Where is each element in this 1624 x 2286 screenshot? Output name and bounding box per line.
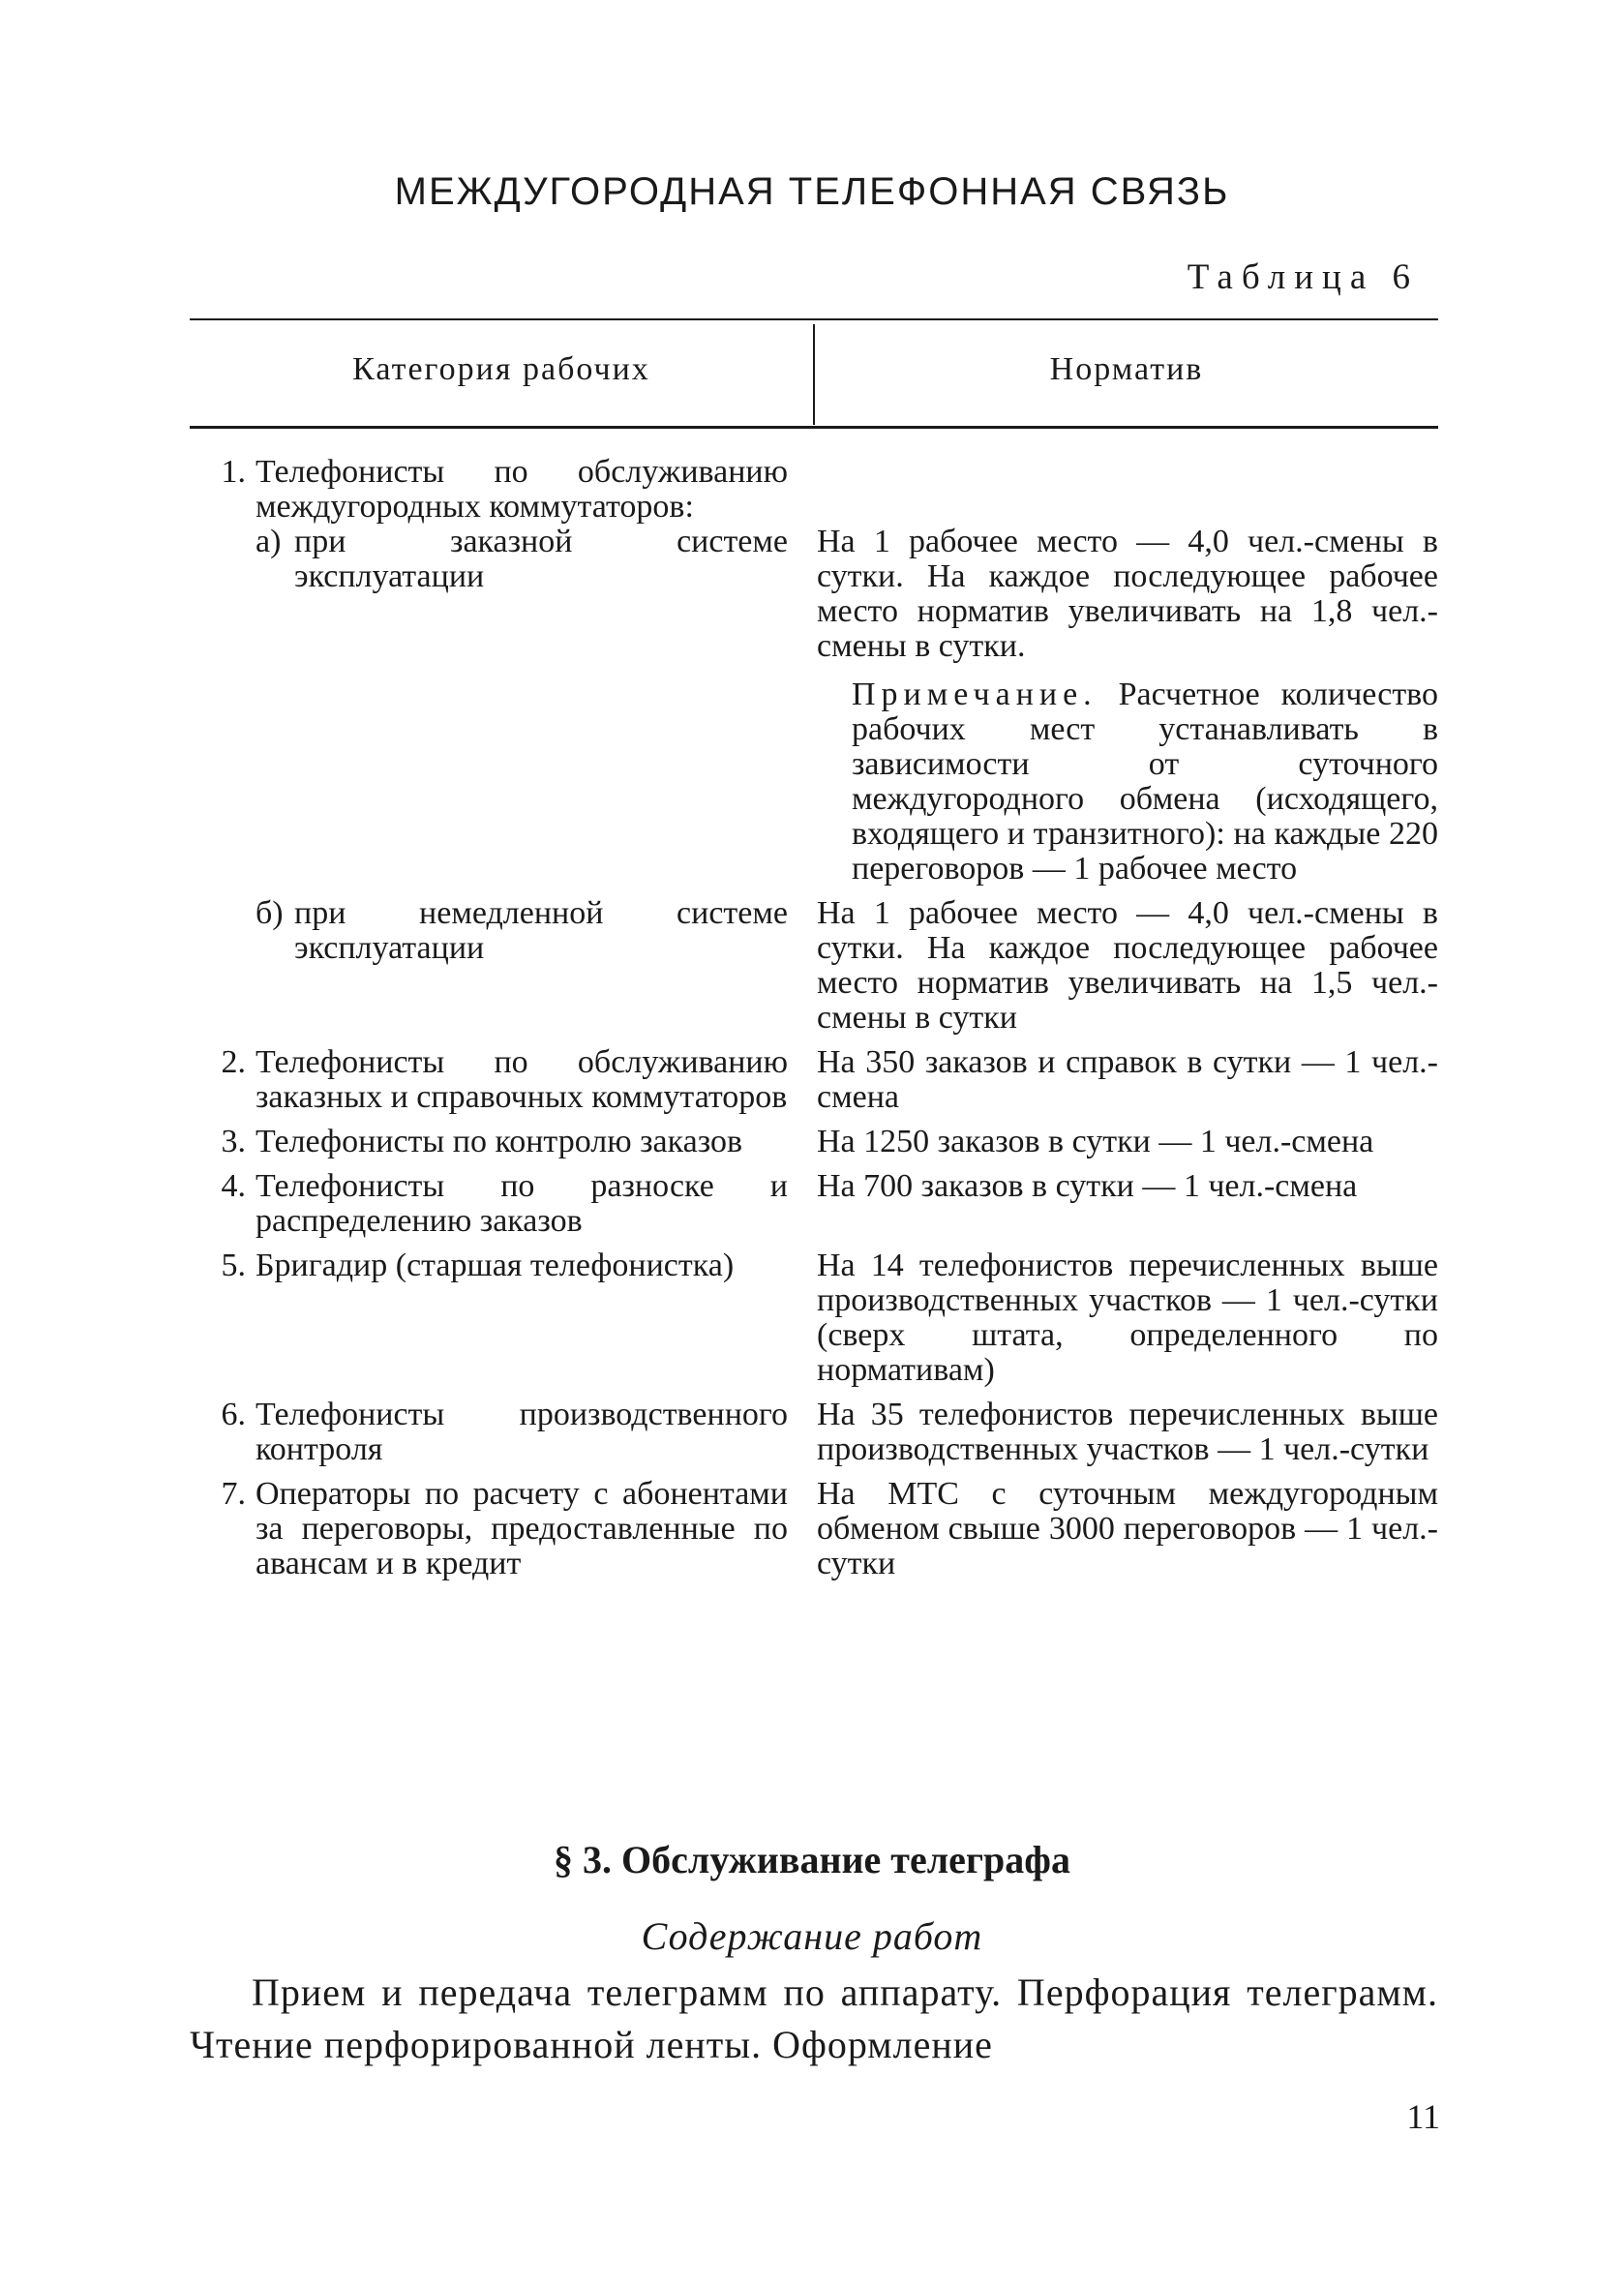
- norm-cell: [817, 455, 1438, 887]
- category-text: Телефонисты производственного контроля: [256, 1397, 788, 1467]
- category-text: Телефонисты по обслуживанию междугородных коммутаторов:: [256, 454, 788, 525]
- table-caption: Таблица 6: [1187, 257, 1419, 297]
- category-cell: [190, 455, 788, 594]
- norm-cell: На 1250 заказов в сутки — 1 чел.-смена: [817, 1124, 1374, 1159]
- norm-cell: На 350 заказов и справок в сутки — 1 чел.-смена: [817, 1044, 1438, 1115]
- page-title: МЕЖДУГОРОДНАЯ ТЕЛЕФОННАЯ СВЯЗЬ: [394, 170, 1230, 213]
- category-cell: [190, 1398, 788, 1467]
- row-number: 7.: [221, 1476, 246, 1512]
- row-number: 1.: [221, 454, 246, 490]
- sub-category-text: при заказной системе эксплуатации: [294, 524, 788, 594]
- note: [817, 677, 1438, 887]
- column-header-norm: Норматив: [1049, 351, 1204, 387]
- table-header-rule: [190, 426, 1438, 429]
- note-label: Примечание.: [852, 677, 1098, 712]
- category-text: Телефонисты по разноске и распределению заказов: [256, 1168, 788, 1239]
- norm-cell: На МТС с суточным междугородным обменом свыше 3000 переговоров — 1 чел.-сутки: [817, 1476, 1438, 1581]
- table-row: [190, 1125, 1438, 1159]
- table-row: [190, 455, 1438, 887]
- norms-table: [190, 455, 1438, 1591]
- body-paragraph: Прием и передача телеграмм по аппарату. Перфорация телеграмм. Чтение перфорированной ленты. Оформление: [190, 1970, 1438, 2066]
- category-text: Телефонисты по контролю заказов: [256, 1124, 743, 1159]
- norm-cell: На 700 заказов в сутки — 1 чел.-смена: [817, 1168, 1358, 1204]
- category-text: Операторы по расчету с абонентами за переговоры, предоставленные по авансам и в кредит: [256, 1476, 788, 1581]
- section-subtitle: Содержание работ: [641, 1914, 983, 1958]
- row-number: 2.: [221, 1044, 246, 1080]
- row-number: 4.: [221, 1168, 246, 1204]
- norm-cell: На 1 рабочее место — 4,0 чел.-смены в сутки. На каждое последующее рабочее место норматив увеличивать на 1,5 чел.-смены в сутки: [817, 895, 1438, 1036]
- row-number: 6.: [221, 1397, 246, 1432]
- category-text: Телефонисты по обслуживанию заказных и справочных коммутаторов: [256, 1044, 788, 1115]
- norm-text: На 1 рабочее место — 4,0 чел.-смены в сутки. На каждое последующее рабочее место норматив увеличивать на 1,8 чел.-смены в сутки.: [817, 524, 1438, 664]
- note-text: Расчетное количество рабочих мест устанавливать в зависимости от суточного междугородного обмена (исходящего, входящего и транзитного): на каждые 220 переговоров — 1 рабочее место: [852, 677, 1438, 887]
- table-top-rule: [190, 318, 1438, 320]
- table-row: [190, 1045, 1438, 1115]
- category-cell: [190, 896, 788, 966]
- sub-category-text: при немедленной системе эксплуатации: [294, 895, 788, 966]
- category-text: Бригадир (старшая телефонистка): [256, 1248, 735, 1283]
- sub-category: [256, 896, 788, 966]
- category-cell: [190, 1169, 788, 1239]
- norm-cell: На 14 телефонистов перечисленных выше производственных участков — 1 чел.-сутки (сверх штата, определенного по нормативам): [817, 1248, 1438, 1388]
- section-title: § 3. Обслуживание телеграфа: [554, 1838, 1070, 1881]
- category-cell: [190, 1045, 788, 1115]
- sub-category: [256, 525, 788, 594]
- norm-cell: На 35 телефонистов перечисленных выше производственных участков — 1 чел.-сутки: [817, 1397, 1438, 1467]
- sub-letter: а): [256, 524, 282, 559]
- category-cell: [190, 1477, 788, 1581]
- row-number: 5.: [221, 1248, 246, 1283]
- table-row: [190, 1169, 1438, 1239]
- page-number: 11: [1406, 2097, 1440, 2136]
- table-row: [190, 896, 1438, 1036]
- table-row: [190, 1398, 1438, 1467]
- table-row: [190, 1248, 1438, 1388]
- row-number: 3.: [221, 1124, 246, 1159]
- table-row: [190, 1477, 1438, 1581]
- category-cell: [190, 1125, 788, 1159]
- category-cell: [190, 1248, 788, 1283]
- column-header-category: Категория рабочих: [352, 351, 650, 387]
- sub-letter: б): [256, 895, 284, 931]
